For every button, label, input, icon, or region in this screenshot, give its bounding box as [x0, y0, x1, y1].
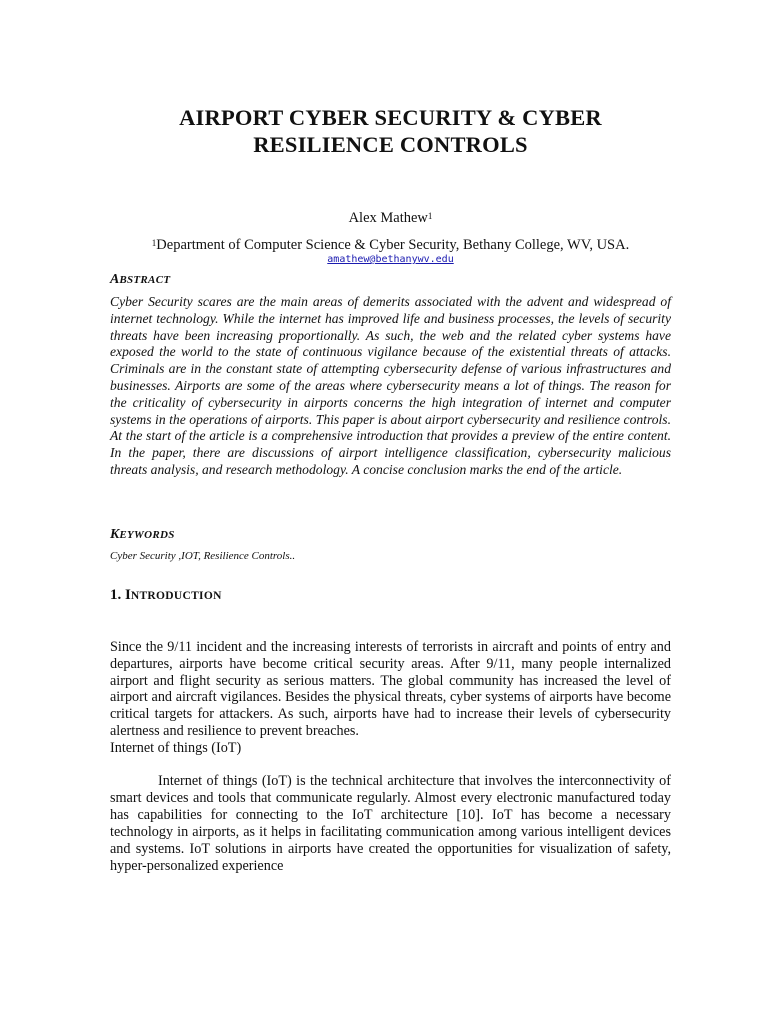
introduction-paragraph-1: Since the 9/11 incident and the increasing interests of terrorists in aircraft and points of entry and departures, airports have become critical security areas. After 9/11, many people internalized airport and flight security as serious matters. The global community has increased the level of airport and aircraft vigilances. Besides the physical threats, cyber systems of airports have become critical targets for attackers. As such, airports have had to increase their levels of cybersecurity alertness and resilience to prevent breaches.	[110, 638, 671, 740]
introduction-heading-rest: NTRODUCTION	[130, 589, 222, 602]
keywords-heading-initial: K	[110, 526, 120, 542]
affiliation-line	[110, 237, 671, 254]
keywords-text: Cyber Security ,IOT, Resilience Controls..	[110, 549, 296, 562]
author-line	[110, 209, 671, 227]
keywords-heading	[110, 525, 671, 543]
author-name: Alex Mathew	[348, 210, 428, 226]
introduction-number: 1.	[110, 586, 125, 603]
abstract-heading-rest: BSTRACT	[119, 274, 171, 286]
introduction-heading	[110, 587, 671, 604]
introduction-heading-initial: I	[125, 586, 131, 603]
affiliation-text: Department of Computer Science & Cyber Security, Bethany College, WV, USA.	[156, 237, 630, 253]
affiliation-superscript: 1	[151, 238, 157, 248]
title-line-2: RESILIENCE CONTROLS	[253, 132, 528, 157]
iot-subheading: Internet of things (IoT)	[110, 740, 242, 757]
author-superscript: 1	[427, 211, 433, 221]
abstract-text: Cyber Security scares are the main areas of demerits associated with the advent and widespread of internet technology. While the internet has improved life and business processes, the levels of security threats have been increasing proportionally. As such, the web and the related cyber systems have exposed the world to the state of continuous vigilance because of the existential threats of attacks. Criminals are in the constant state of attempting cybersecurity defense of various infrastructures and businesses. Airports are some of the areas where cybersecurity means a lot of things. The reason for the criticality of cybersecurity in airports concerns the high integration of internet and computer systems in the operations of airports. This paper is about airport cybersecurity and resilience controls. At the start of the article is a comprehensive introduction that provides a preview of the entire content. In the paper, there are discussions of airport intelligence classification, cybersecurity malicious threats analysis, and research methodology. A concise conclusion marks the end of the article.	[110, 294, 671, 477]
introduction-paragraph-2: Internet of things (IoT) is the technical architecture that involves the interconnectivity of smart devices and tools that communicate regularly. Almost every electronic manufactured today has capabilities for connecting to the IoT architecture [10]. IoT has become a necessary technology in airports, as it helps in facilitating communication among various intelligent devices and systems. IoT solutions in airports have created the opportunities for visualization of safety, hyper-personalized experience	[110, 773, 671, 874]
keywords-heading-rest: EYWORDS	[119, 528, 175, 541]
abstract-heading-initial: A	[110, 272, 120, 287]
abstract-heading	[110, 270, 671, 288]
author-email-link[interactable]: amathew@bethanywv.edu	[327, 254, 454, 265]
title-line-1: AIRPORT CYBER SECURITY & CYBER	[179, 105, 602, 130]
paper-title	[110, 0, 671, 158]
